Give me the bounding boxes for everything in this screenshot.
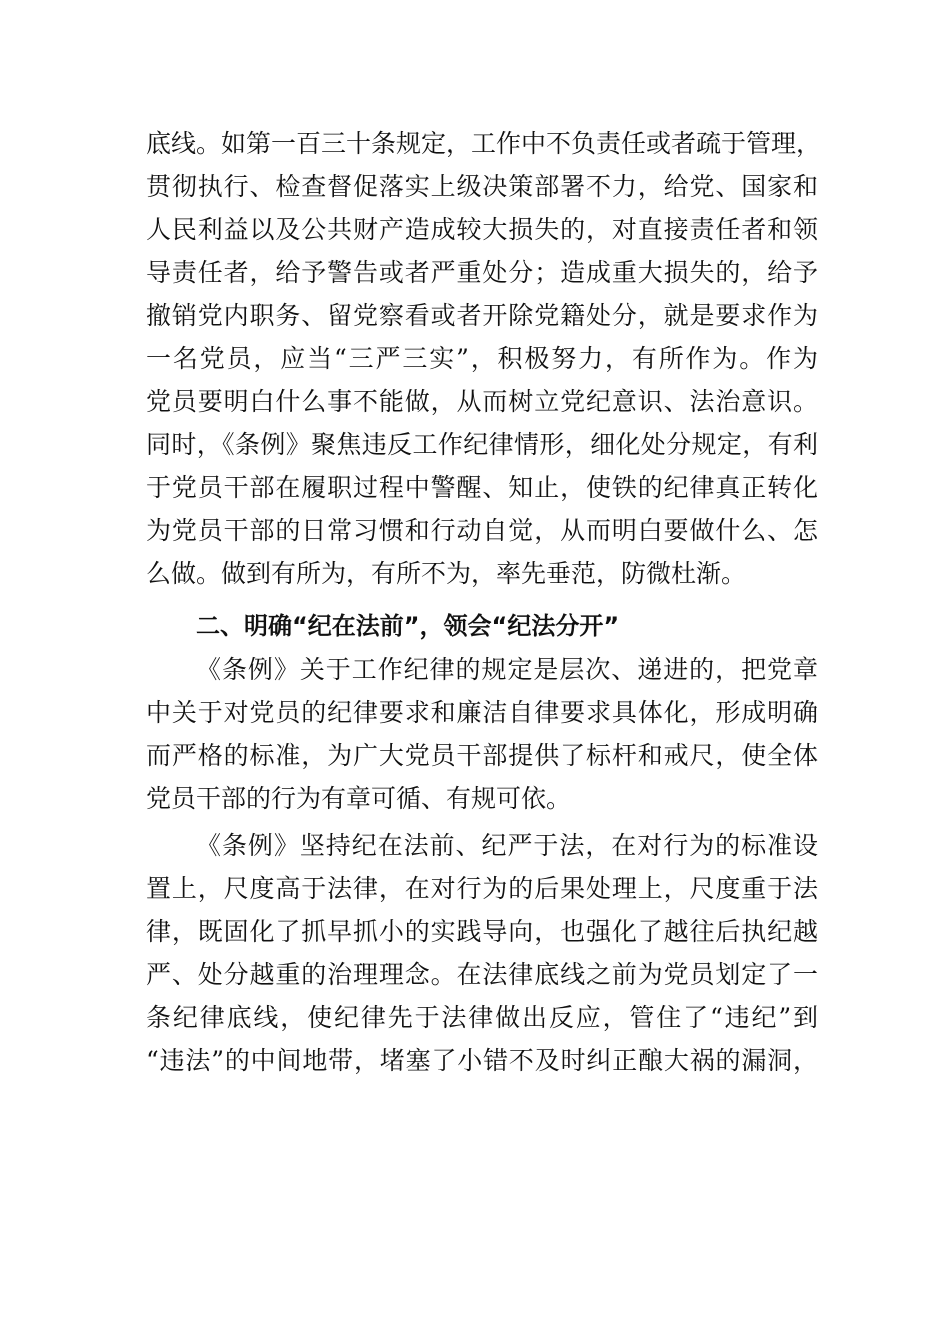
paragraph-1 <box>146 122 822 595</box>
paragraph-1-line: 一名党员，应当“三严三实”，积极努力，有所作为。作为 <box>146 344 818 373</box>
paragraph-3-line: “违法”的中间地带，堵塞了小错不及时纠正酿大祸的漏洞， <box>146 1046 818 1075</box>
paragraph-3-line: 严、处分越重的治理理念。在法律底线之前为党员划定了一 <box>146 960 818 989</box>
paragraph-3 <box>146 824 818 1082</box>
paragraph-1-line: 同时，《条例》聚焦违反工作纪律情形，细化处分规定，有利 <box>146 430 818 459</box>
paragraph-2-line: 中关于对党员的纪律要求和廉洁自律要求具体化，形成明确 <box>146 698 818 727</box>
paragraph-3-line: 《条例》坚持纪在法前、纪严于法，在对行为的标准设 <box>196 831 818 860</box>
paragraph-1-line: 为党员干部的日常习惯和行动自觉，从而明白要做什么、怎 <box>146 516 818 545</box>
section-heading: 二、明确“纪在法前”，领会“纪法分开” <box>196 612 620 640</box>
paragraph-3-line: 条纪律底线，使纪律先于法律做出反应，管住了“违纪”到 <box>146 1003 818 1032</box>
paragraph-3-line: 律，既固化了抓早抓小的实践导向，也强化了越往后执纪越 <box>146 917 818 946</box>
paragraph-2-line: 《条例》关于工作纪律的规定是层次、递进的，把党章 <box>196 655 818 684</box>
paragraph-2 <box>146 648 818 820</box>
paragraph-2-line: 而严格的标准，为广大党员干部提供了标杆和戒尺，使全体 <box>146 741 818 770</box>
paragraph-2-line: 党员干部的行为有章可循、有规可依。 <box>146 784 572 813</box>
paragraph-1-line: 党员要明白什么事不能做，从而树立党纪意识、法治意识。 <box>146 387 818 416</box>
paragraph-1-line: 么做。做到有所为，有所不为，率先垂范，防微杜渐。 <box>146 559 747 588</box>
paragraph-1-line: 撤销党内职务、留党察看或者开除党籍处分，就是要求作为 <box>146 301 818 330</box>
paragraph-3-line: 置上，尺度高于法律，在对行为的后果处理上，尺度重于法 <box>146 874 818 903</box>
paragraph-1-line: 人民利益以及公共财产造成较大损失的，对直接责任者和领 <box>146 215 818 244</box>
paragraph-1-line: 底线。如第一百三十条规定，工作中不负责任或者疏于管理， <box>146 129 822 158</box>
paragraph-1-line: 于党员干部在履职过程中警醒、知止，使铁的纪律真正转化 <box>146 473 818 502</box>
paragraph-1-line: 贯彻执行、检查督促落实上级决策部署不力，给党、国家和 <box>146 172 818 201</box>
paragraph-1-line: 导责任者，给予警告或者严重处分；造成重大损失的，给予 <box>146 258 818 287</box>
